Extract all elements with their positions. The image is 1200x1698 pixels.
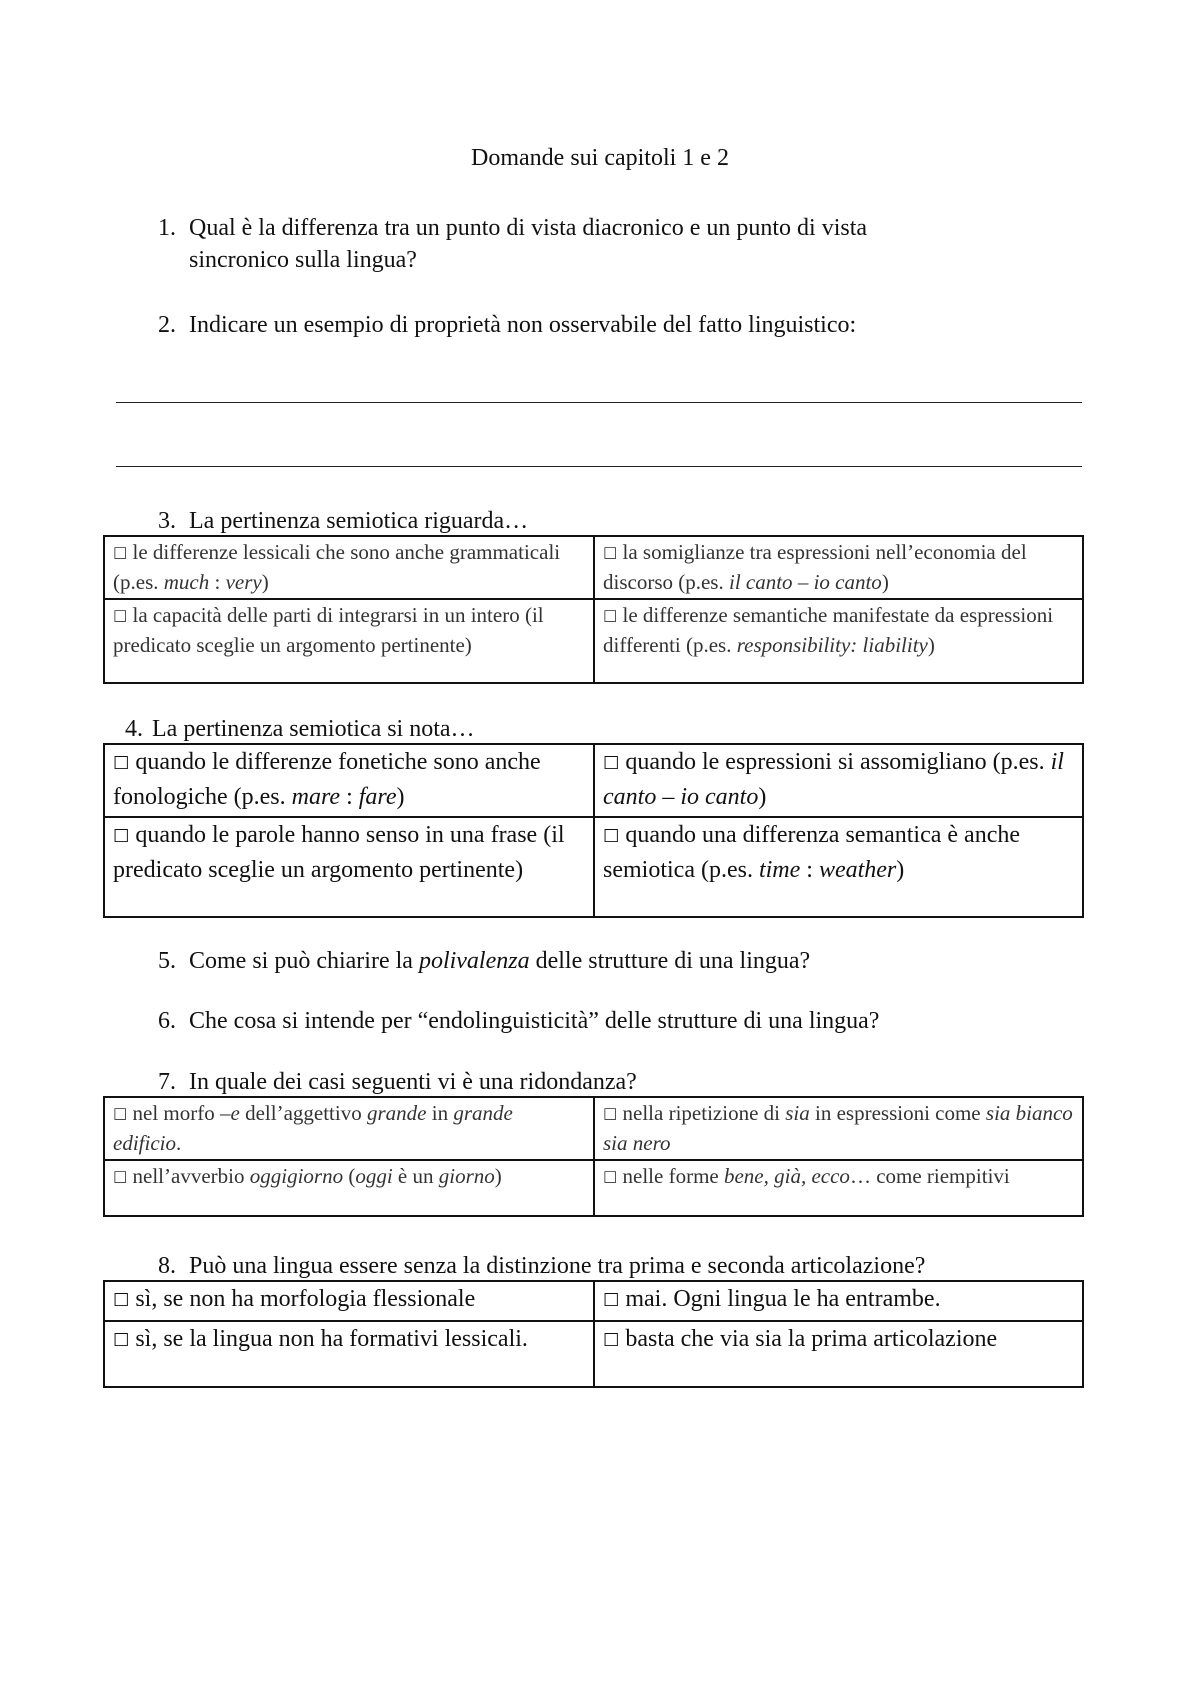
question-number: 8. xyxy=(158,1253,176,1279)
question-text: Come si può chiarire la polivalenza delle strutture di una lingua? xyxy=(189,948,811,974)
option-cell[interactable]: □ quando le espressioni si assomigliano (p.es. il canto – io canto) xyxy=(594,744,1083,817)
option-cell[interactable]: □ nel morfo –e dell’aggettivo grande in grande edificio. xyxy=(104,1097,594,1160)
option-cell[interactable]: □ la capacità delle parti di integrarsi in un intero (il predicato sceglie un argomento pertinente) xyxy=(104,599,594,683)
table-row xyxy=(104,1281,1083,1321)
question-number: 6. xyxy=(158,1008,176,1034)
checkbox-icon[interactable]: □ xyxy=(113,825,130,845)
option-cell[interactable]: □ nella ripetizione di sia in espressioni come sia bianco sia nero xyxy=(594,1097,1083,1160)
page-title: Domande sui capitoli 1 e 2 xyxy=(471,145,729,171)
checkbox-icon[interactable]: □ xyxy=(113,543,128,561)
question-text: In quale dei casi seguenti vi è una ridondanza? xyxy=(189,1069,637,1095)
table-row xyxy=(104,817,1083,917)
checkbox-icon[interactable]: □ xyxy=(113,1104,128,1122)
option-cell[interactable]: □ quando le differenze fonetiche sono anche fonologiche (p.es. mare : fare) xyxy=(104,744,594,817)
checkbox-icon[interactable]: □ xyxy=(603,825,620,845)
option-cell[interactable]: □ mai. Ogni lingua le ha entrambe. xyxy=(594,1281,1083,1321)
options-table-q7 xyxy=(103,1096,1084,1217)
checkbox-icon[interactable]: □ xyxy=(603,1104,618,1122)
table-row xyxy=(104,536,1083,599)
question-text: La pertinenza semiotica si nota… xyxy=(152,716,475,742)
question-text: Può una lingua essere senza la distinzione tra prima e seconda articolazione? xyxy=(189,1253,926,1279)
checkbox-icon[interactable]: □ xyxy=(603,1329,620,1349)
table-row xyxy=(104,744,1083,817)
option-cell[interactable]: □ quando le parole hanno senso in una frase (il predicato sceglie un argomento pertinente) xyxy=(104,817,594,917)
question-number: 3. xyxy=(158,508,176,534)
question-number: 2. xyxy=(158,312,176,338)
checkbox-icon[interactable]: □ xyxy=(113,606,128,624)
table-row xyxy=(104,1321,1083,1387)
option-cell[interactable]: □ basta che via sia la prima articolazione xyxy=(594,1321,1083,1387)
checkbox-icon[interactable]: □ xyxy=(603,1289,620,1309)
table-row xyxy=(104,599,1083,683)
option-cell[interactable]: □ la somiglianze tra espressioni nell’economia del discorso (p.es. il canto – io canto) xyxy=(594,536,1083,599)
options-table-q4 xyxy=(103,743,1084,918)
checkbox-icon[interactable]: □ xyxy=(603,606,618,624)
table-row xyxy=(104,1160,1083,1216)
question-text: Che cosa si intende per “endolinguisticità” delle strutture di una lingua? xyxy=(189,1008,880,1034)
option-cell[interactable]: □ nell’avverbio oggigiorno (oggi è un giorno) xyxy=(104,1160,594,1216)
checkbox-icon[interactable]: □ xyxy=(113,752,130,772)
checkbox-icon[interactable]: □ xyxy=(603,543,618,561)
question-number: 7. xyxy=(158,1069,176,1095)
checkbox-icon[interactable]: □ xyxy=(113,1167,128,1185)
option-cell[interactable]: □ sì, se la lingua non ha formativi lessicali. xyxy=(104,1321,594,1387)
checkbox-icon[interactable]: □ xyxy=(113,1329,130,1349)
option-cell[interactable]: □ quando una differenza semantica è anche semiotica (p.es. time : weather) xyxy=(594,817,1083,917)
question-text: La pertinenza semiotica riguarda… xyxy=(189,508,529,534)
option-cell[interactable]: □ le differenze lessicali che sono anche grammaticali (p.es. much : very) xyxy=(104,536,594,599)
question-number: 5. xyxy=(158,948,176,974)
checkbox-icon[interactable]: □ xyxy=(603,752,620,772)
option-cell[interactable]: □ le differenze semantiche manifestate da espressioni differenti (p.es. responsibility: liability) xyxy=(594,599,1083,683)
option-cell[interactable]: □ sì, se non ha morfologia flessionale xyxy=(104,1281,594,1321)
options-table-q3 xyxy=(103,535,1084,684)
answer-line xyxy=(116,402,1082,403)
question-number: 1. xyxy=(158,215,176,241)
options-table-q8 xyxy=(103,1280,1084,1388)
checkbox-icon[interactable]: □ xyxy=(113,1289,130,1309)
question-text-continued: sincronico sulla lingua? xyxy=(189,247,417,273)
option-cell[interactable]: □ nelle forme bene, già, ecco… come riempitivi xyxy=(594,1160,1083,1216)
question-text: Indicare un esempio di proprietà non osservabile del fatto linguistico: xyxy=(189,312,857,338)
table-row xyxy=(104,1097,1083,1160)
answer-line xyxy=(116,466,1082,467)
checkbox-icon[interactable]: □ xyxy=(603,1167,618,1185)
question-number: 4. xyxy=(125,716,143,742)
question-text: Qual è la differenza tra un punto di vista diacronico e un punto di vista xyxy=(189,215,868,241)
